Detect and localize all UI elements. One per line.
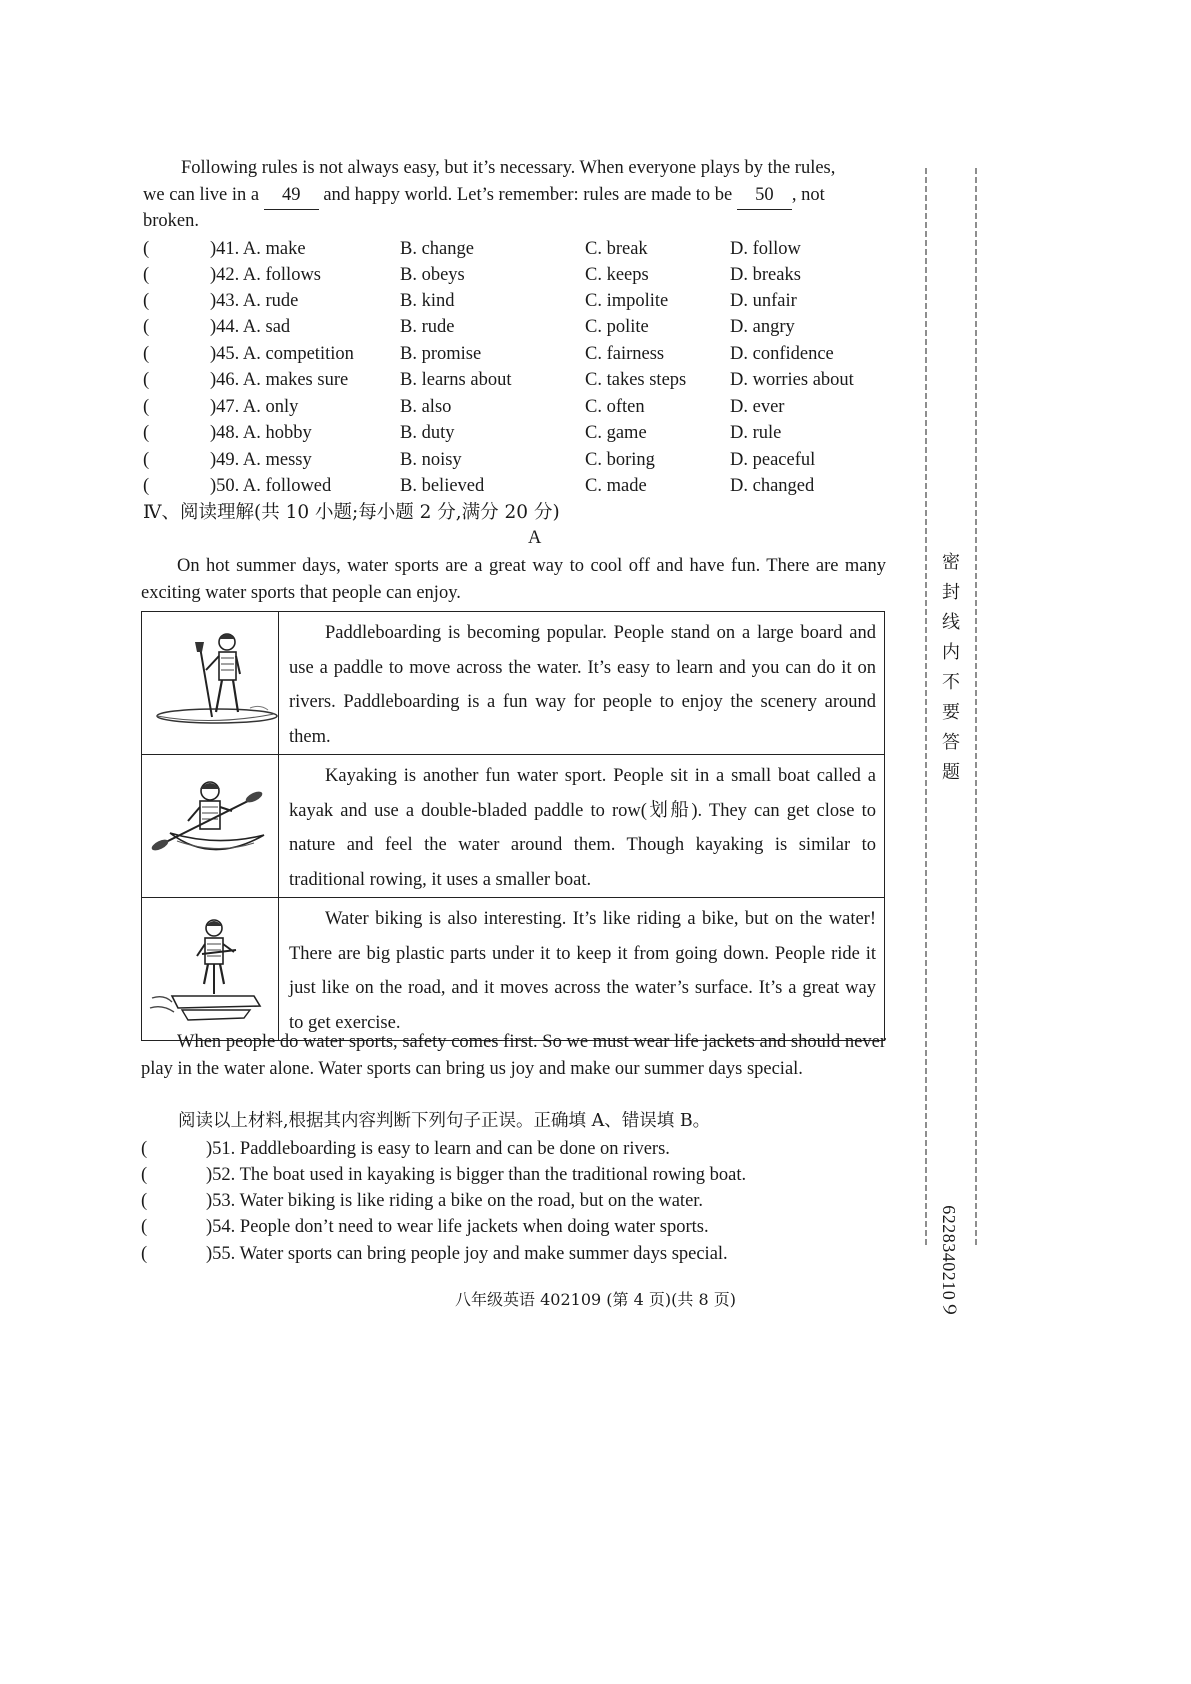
judge-question-row — [141, 1188, 901, 1214]
answer-paren: ( — [141, 1217, 148, 1237]
option-b: B. believed — [400, 476, 485, 496]
option-c: C. made — [585, 476, 647, 496]
option-a: )43. A. rude — [210, 291, 299, 311]
answer-paren: ( — [143, 239, 150, 259]
cloze-question-row — [143, 394, 903, 420]
table-row — [142, 755, 885, 898]
blank-49: 49 — [264, 182, 319, 210]
option-b: B. also — [400, 397, 452, 417]
judge-question-row — [141, 1241, 901, 1267]
answer-paren: ( — [143, 317, 150, 337]
passage-text: broken. — [143, 211, 199, 231]
water-sports-table — [141, 611, 885, 1041]
option-d: D. peaceful — [730, 450, 816, 470]
answer-paren: ( — [143, 476, 150, 496]
seal-code — [920, 1192, 980, 1332]
seal-char: 密 — [942, 552, 960, 573]
option-c: C. polite — [585, 317, 649, 337]
option-b: B. kind — [400, 291, 455, 311]
sport-description: Paddleboarding is becoming popular. People stand on a large board and use a paddle to move across the water. It’s easy to learn and you can do it on rivers. Paddleboarding is a fun way for people to enjoy the scenery around them. — [279, 612, 885, 755]
cloze-question-row — [143, 447, 903, 473]
sport-description: Water biking is also interesting. It’s like riding a bike, but on the water! There are big plastic parts under it to keep it from going down. People ride it just like on the road, and it moves across the water’s surface. It’s a great way to get exercise. — [279, 898, 885, 1041]
answer-paren: ( — [143, 344, 150, 364]
option-b: B. learns about — [400, 370, 512, 390]
option-d: D. breaks — [730, 265, 801, 285]
option-b: B. promise — [400, 344, 482, 364]
option-d: D. ever — [730, 397, 785, 417]
paddleboard-picture-cell — [142, 612, 279, 755]
passage-text: we can live in a — [143, 185, 260, 205]
option-d: D. confidence — [730, 344, 834, 364]
option-c: C. impolite — [585, 291, 669, 311]
option-c: C. keeps — [585, 265, 649, 285]
judge-question-row — [141, 1136, 901, 1162]
passage-text: Following rules is not always easy, but it’s necessary. When everyone plays by the rules, — [181, 158, 836, 178]
option-b: B. rude — [400, 317, 455, 337]
option-b: B. noisy — [400, 450, 462, 470]
cloze-question-row — [143, 262, 903, 288]
closing-paragraph: When people do water sports, safety comes first. So we must wear life jackets and should never play in the water alone. Water sports can bring us joy and make our summer days special. — [141, 1032, 886, 1079]
question-text: )53. Water biking is like riding a bike on the road, but on the water. — [206, 1191, 704, 1211]
answer-paren: ( — [143, 450, 150, 470]
option-d: D. rule — [730, 423, 782, 443]
option-d: D. changed — [730, 476, 815, 496]
cloze-question-row — [143, 367, 903, 393]
water-biker-icon — [142, 898, 278, 1035]
option-a: )44. A. sad — [210, 317, 291, 337]
option-c: C. fairness — [585, 344, 665, 364]
answer-paren: ( — [143, 397, 150, 417]
answer-paren: ( — [143, 265, 150, 285]
cloze-question-row — [143, 236, 903, 262]
seal-char: 线 — [942, 612, 960, 633]
cloze-question-row — [143, 288, 903, 314]
option-b: B. duty — [400, 423, 455, 443]
seal-char: 内 — [942, 642, 960, 663]
kayak-picture-cell — [142, 755, 279, 898]
option-d: D. follow — [730, 239, 801, 259]
sport-description: Kayaking is another fun water sport. People sit in a small boat called a kayak and use a double-bladed paddle to row(划船). They can get close to nature and feel the water around them. Though kayaking is similar to traditional rowing, it uses a smaller boat. — [279, 755, 885, 898]
answer-paren: ( — [143, 291, 150, 311]
question-text: )52. The boat used in kayaking is bigger than the traditional rowing boat. — [206, 1165, 747, 1185]
option-c: C. game — [585, 423, 647, 443]
blank-50: 50 — [737, 182, 792, 210]
intro-paragraph: On hot summer days, water sports are a great way to cool off and have fun. There are many exciting water sports that people can enjoy. — [141, 556, 886, 603]
cloze-question-row — [143, 341, 903, 367]
option-a: )46. A. makes sure — [210, 370, 349, 390]
option-d: D. angry — [730, 317, 795, 337]
option-a: )45. A. competition — [210, 344, 354, 364]
option-b: B. obeys — [400, 265, 465, 285]
option-a: )47. A. only — [210, 397, 299, 417]
option-a: )42. A. follows — [210, 265, 321, 285]
option-c: C. boring — [585, 450, 655, 470]
passage-text: , not — [791, 185, 825, 205]
answer-paren: ( — [141, 1244, 148, 1264]
page-footer: 八年级英语 402109 (第 4 页)(共 8 页) — [455, 1290, 736, 1309]
answer-paren: ( — [143, 370, 150, 390]
passage-line-3 — [143, 208, 199, 235]
seal-char: 要 — [942, 702, 960, 723]
seal-char: 不 — [942, 672, 960, 693]
answer-paren: ( — [141, 1191, 148, 1211]
option-d: D. unfair — [730, 291, 797, 311]
water-bike-picture-cell — [142, 898, 279, 1041]
option-c: C. often — [585, 397, 645, 417]
section-title: Ⅳ、阅读理解(共 10 小题;每小题 2 分,满分 20 分) — [143, 502, 560, 523]
passage-line-1 — [143, 155, 893, 182]
seal-notice — [936, 548, 966, 788]
option-a: )48. A. hobby — [210, 423, 312, 443]
answer-paren: ( — [141, 1139, 148, 1159]
exam-code: 6228340210９ — [939, 1205, 959, 1319]
option-a: )50. A. followed — [210, 476, 332, 496]
question-text: )54. People don’t need to wear life jackets when doing water sports. — [206, 1217, 709, 1237]
seal-char: 答 — [942, 732, 960, 753]
option-c: C. takes steps — [585, 370, 687, 390]
judge-question-row — [141, 1214, 901, 1240]
seal-char: 封 — [942, 582, 960, 603]
cloze-question-row — [143, 420, 903, 446]
option-a: )49. A. messy — [210, 450, 312, 470]
answer-paren: ( — [141, 1165, 148, 1185]
judge-instruction: 阅读以上材料,根据其内容判断下列句子正误。正确填 A、错误填 B。 — [178, 1111, 711, 1131]
judge-question-row — [141, 1162, 901, 1188]
option-d: D. worries about — [730, 370, 854, 390]
seal-char: 题 — [942, 762, 960, 783]
passage-letter: A — [528, 528, 542, 548]
passage-line-2 — [143, 182, 903, 210]
table-row — [142, 898, 885, 1041]
option-c: C. break — [585, 239, 648, 259]
paddleboarder-icon — [142, 612, 278, 749]
answer-paren: ( — [143, 423, 150, 443]
cloze-question-row — [143, 314, 903, 340]
kayaker-icon — [142, 755, 278, 892]
question-text: )55. Water sports can bring people joy and make summer days special. — [206, 1244, 728, 1264]
option-b: B. change — [400, 239, 474, 259]
table-row — [142, 612, 885, 755]
passage-text: and happy world. Let’s remember: rules are made to be — [323, 185, 733, 205]
question-text: )51. Paddleboarding is easy to learn and can be done on rivers. — [206, 1139, 670, 1159]
cloze-question-row — [143, 473, 903, 499]
option-a: )41. A. make — [210, 239, 306, 259]
